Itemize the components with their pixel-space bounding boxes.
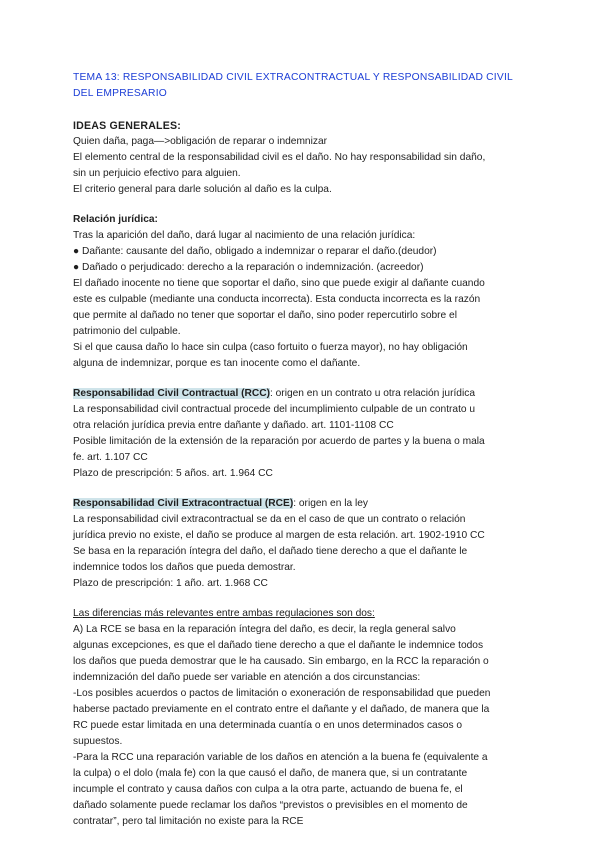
paragraph-line: indemnización del daño puede ser variable en atención a dos circunstancias:	[73, 672, 421, 683]
page-title: TEMA 13: RESPONSABILIDAD CIVIL EXTRACONTRACTUAL Y RESPONSABILIDAD CIVIL DEL EMPRESARIO	[73, 72, 513, 99]
section-heading: Relación jurídica:	[73, 214, 158, 225]
paragraph-line: la culpa) o el dolo (mala fe) con la que causó el daño, de manera que, si un contratante	[73, 768, 468, 779]
section-heading: IDEAS GENERALES:	[73, 120, 181, 132]
paragraph-line: RC puede estar limitada en una determinada cuantía o en unos determinados casos o	[73, 720, 463, 731]
bullet-item: ● Dañado o perjudicado: derecho a la reparación o indemnización. (acreedor)	[73, 262, 424, 273]
paragraph-line: A) La RCE se basa en la reparación íntegra del daño, es decir, la regla general salvo	[73, 624, 456, 635]
paragraph-line: sin un perjuicio efectivo para alguien.	[73, 168, 241, 179]
paragraph-line: La responsabilidad civil extracontractual se da en el caso de que un contrato o relación	[73, 514, 466, 525]
paragraph-line: supuestos.	[73, 736, 123, 747]
paragraph-line: que permite al dañado no tener que soportar el daño, sino poder repercutirlo sobre el	[73, 310, 457, 321]
document-content	[73, 70, 533, 830]
section-heading-row	[73, 496, 533, 512]
paragraph-line: otra relación jurídica previa entre dañante y dañado. art. 1101-1108 CC	[73, 420, 394, 431]
paragraph-line: El criterio general para darle solución al daño es la culpa.	[73, 184, 332, 195]
term-description: : origen en un contrato u otra relación jurídica	[269, 388, 475, 399]
paragraph-line: -Para la RCC una reparación variable de los daños en atención a la buena fe (equivalente a	[73, 752, 488, 763]
paragraph-line: dañado solamente puede reclamar los daños “previstos o previsibles en el momento de	[73, 800, 468, 811]
highlighted-term: Responsabilidad Civil Contractual (RCC)	[73, 388, 270, 399]
highlighted-term: Responsabilidad Civil Extracontractual (RCE)	[73, 498, 294, 509]
paragraph-line: Se basa en la reparación íntegra del daño, el dañado tiene derecho a que el dañante le	[73, 546, 468, 557]
paragraph-line: -Los posibles acuerdos o pactos de limitación o exoneración de responsabilidad que pueden	[73, 688, 491, 699]
paragraph-line: La responsabilidad civil contractual procede del incumplimiento culpable de un contrato u	[73, 404, 476, 415]
paragraph-line: Plazo de prescripción: 1 año. art. 1.968 CC	[73, 578, 268, 589]
paragraph-line: contratar”, pero tal limitación no existe para la RCE	[73, 816, 304, 827]
term-description: : origen en la ley	[293, 498, 368, 509]
paragraph-line: El dañado inocente no tiene que soportar el daño, sino que puede exigir al dañante cuando	[73, 278, 485, 289]
paragraph-line: Posible limitación de la extensión de la reparación por acuerdo de partes y la buena o mala	[73, 436, 485, 447]
paragraph-line: Quien daña, paga—>obligación de reparar o indemnizar	[73, 136, 328, 147]
paragraph-line: Tras la aparición del daño, dará lugar al nacimiento de una relación jurídica:	[73, 230, 416, 241]
paragraph-line: algunas excepciones, es que el dañado tiene derecho a que el dañante le indemnice todos	[73, 640, 484, 651]
paragraph-line: los daños que pueda demostrar que le ha causado. Sin embargo, en la RCC la reparación o	[73, 656, 489, 667]
bullet-item: ● Dañante: causante del daño, obligado a indemnizar o reparar el daño.(deudor)	[73, 246, 437, 257]
paragraph-line: haberse pactado previamente en el contrato entre el dañante y el dañado, de manera que la	[73, 704, 490, 715]
paragraph-line: patrimonio del culpable.	[73, 326, 181, 337]
paragraph-line: fe. art. 1.107 CC	[73, 452, 148, 463]
paragraph-line: El elemento central de la responsabilidad civil es el daño. No hay responsabilidad sin daño,	[73, 152, 486, 163]
section-heading: Las diferencias más relevantes entre ambas regulaciones son dos:	[73, 608, 375, 619]
paragraph-line: este es culpable (mediante una conducta incorrecta). Esta conducta incorrecta es la razón	[73, 294, 481, 305]
paragraph-line: indemnice todos los daños que pueda demostrar.	[73, 562, 296, 573]
paragraph-line: Plazo de prescripción: 5 años. art. 1.964 CC	[73, 468, 273, 479]
paragraph-line: incumple el contrato y causa daños con culpa a la otra parte, actuando de buena fe, el	[73, 784, 463, 795]
paragraph-line: alguna de indemnizar, porque es tan inocente como el dañante.	[73, 358, 361, 369]
section-heading-row	[73, 386, 533, 402]
paragraph-line: Si el que causa daño lo hace sin culpa (caso fortuito o fuerza mayor), no hay obligación	[73, 342, 468, 353]
paragraph-line: jurídica previo no existe, el daño se produce al margen de esta relación. art. 1902-1910 CC	[73, 530, 485, 541]
